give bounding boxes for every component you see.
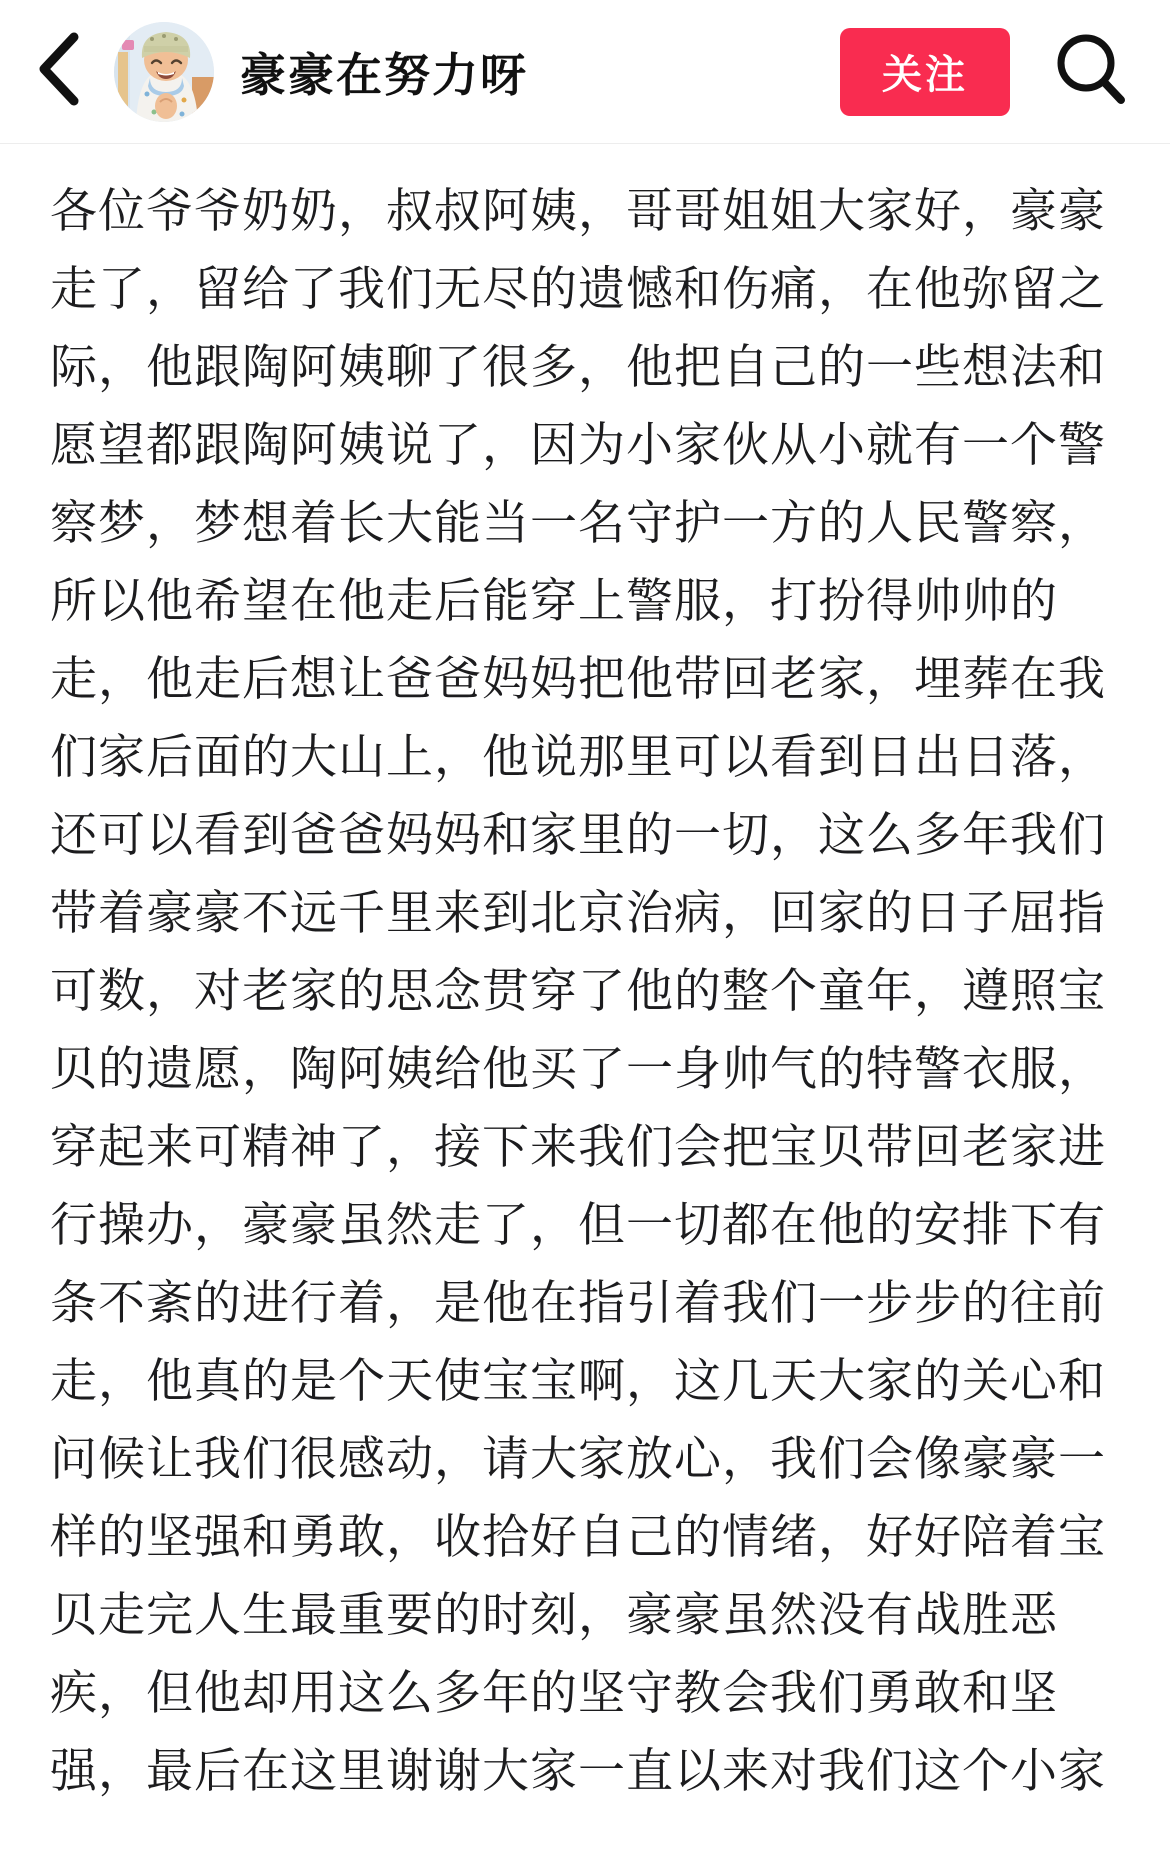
text-line: 际，他跟陶阿姨聊了很多，他把自己的一些想法和 — [50, 340, 1106, 393]
magnifier-icon — [1053, 30, 1129, 113]
text-line: 可数，对老家的思念贯穿了他的整个童年，遵照宝 — [50, 964, 1106, 1017]
follow-button[interactable]: 关注 — [840, 28, 1010, 116]
chevron-left-icon — [36, 31, 80, 112]
post-text — [0, 144, 1170, 1810]
text-line: 穿起来可精神了，接下来我们会把宝贝带回老家进 — [50, 1120, 1106, 1173]
text-line: 行操办，豪豪虽然走了，但一切都在他的安排下有 — [50, 1198, 1106, 1251]
text-line: 贝的遗愿，陶阿姨给他买了一身帅气的特警衣服， — [50, 1042, 1106, 1095]
text-line: 各位爷爷奶奶，叔叔阿姨，哥哥姐姐大家好，豪豪 — [50, 184, 1106, 237]
text-line: 疾，但他却用这么多年的坚守教会我们勇敢和坚 — [50, 1666, 1058, 1719]
text-line: 察梦，梦想着长大能当一名守护一方的人民警察， — [50, 496, 1106, 549]
search-button[interactable] — [1052, 27, 1130, 117]
text-line: 样的坚强和勇敢，收拾好自己的情绪，好好陪着宝 — [50, 1510, 1106, 1563]
back-button[interactable] — [36, 27, 96, 117]
page-title: 豪豪在努力呀 — [240, 48, 528, 101]
text-line: 走，他走后想让爸爸妈妈把他带回老家，埋葬在我 — [50, 652, 1106, 705]
text-line: 问候让我们很感动，请大家放心，我们会像豪豪一 — [50, 1432, 1106, 1485]
text-line: 所以他希望在他走后能穿上警服，打扮得帅帅的 — [50, 574, 1058, 627]
text-line: 们家后面的大山上，他说那里可以看到日出日落， — [50, 730, 1106, 783]
child-portrait-photo-icon — [114, 109, 214, 122]
text-line: 还可以看到爸爸妈妈和家里的一切，这么多年我们 — [50, 808, 1106, 861]
text-line: 贝走完人生最重要的时刻，豪豪虽然没有战胜恶 — [50, 1588, 1058, 1641]
header — [0, 0, 1170, 144]
text-line: 愿望都跟陶阿姨说了，因为小家伙从小就有一个警 — [50, 418, 1106, 471]
text-line: 走了，留给了我们无尽的遗憾和伤痛，在他弥留之 — [50, 262, 1106, 315]
text-line: 条不紊的进行着，是他在指引着我们一步步的往前 — [50, 1276, 1106, 1329]
avatar[interactable] — [114, 22, 214, 122]
text-line: 带着豪豪不远千里来到北京治病，回家的日子屈指 — [50, 886, 1106, 939]
text-line: 强，最后在这里谢谢大家一直以来对我们这个小家 — [50, 1744, 1106, 1797]
text-line: 走，他真的是个天使宝宝啊，这几天大家的关心和 — [50, 1354, 1106, 1407]
